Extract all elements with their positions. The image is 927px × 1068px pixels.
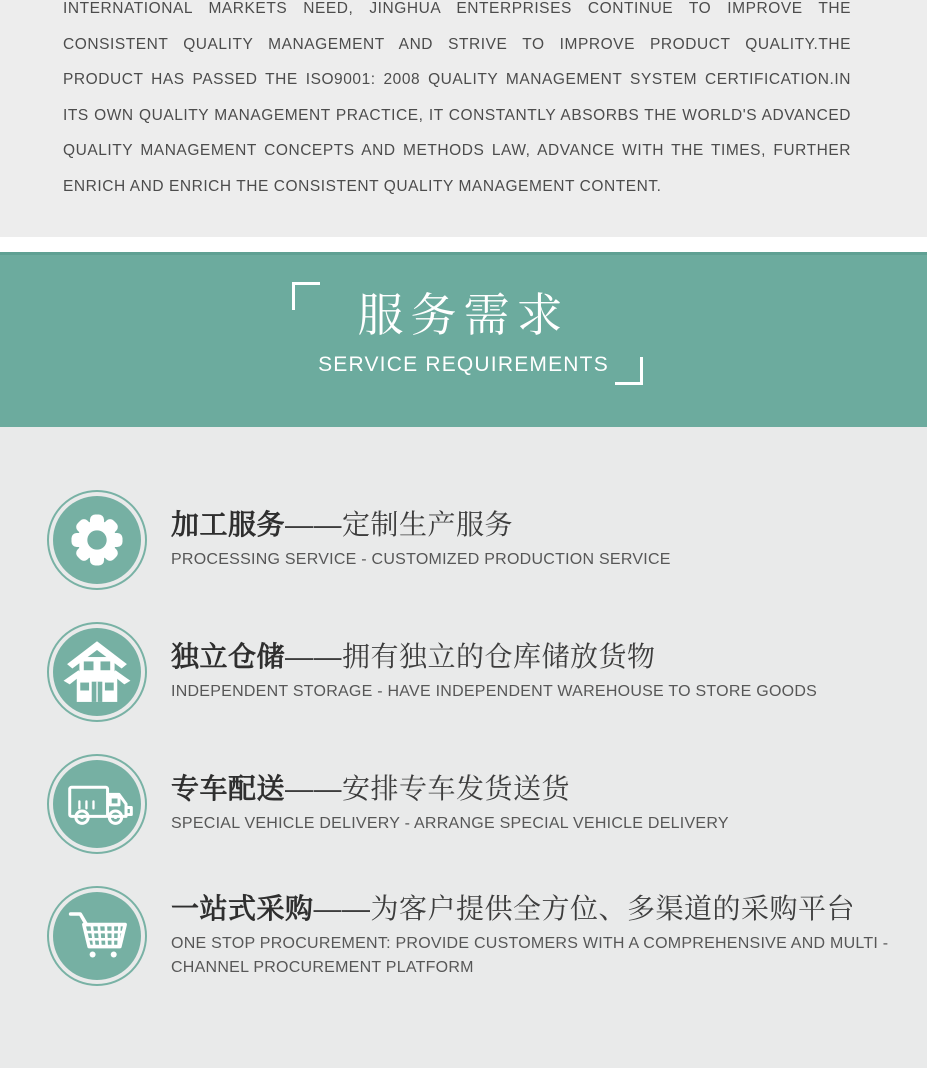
service-title — [171, 892, 903, 926]
section-divider — [0, 237, 927, 252]
cart-icon — [53, 892, 141, 980]
service-subtitle: SPECIAL VEHICLE DELIVERY - ARRANGE SPECIAL VEHICLE DELIVERY — [171, 815, 729, 832]
service-text-block — [171, 508, 671, 572]
service-title-bold: 独立仓储 — [171, 641, 286, 672]
service-subtitle: ONE STOP PROCUREMENT: PROVIDE CUSTOMERS WITH A COMPREHENSIVE AND MULTI -CHANNEL PROCUREMENT PLATFORM — [171, 935, 889, 976]
about-paragraph: INTERNATIONAL MARKETS NEED, JINGHUA ENTERPRISES CONTINUE TO IMPROVE THE CONSISTENT QUALITY MANAGEMENT AND STRIVE TO IMPROVE PRODUCT QUALITY.THE PRODUCT HAS PASSED THE ISO9001: 2008 QUALITY MANAGEMENT SYSTEM CERTIFICATION.IN ITS OWN QUALITY MANAGEMENT PRACTICE, IT CONSTANTLY ABSORBS THE WORLD'S ADVANCED QUALITY MANAGEMENT CONCEPTS AND METHODS LAW, ADVANCE WITH THE TIMES, FURTHER ENRICH AND ENRICH THE CONSISTENT QUALITY MANAGEMENT CONTENT. — [63, 0, 851, 195]
service-icon-circle — [47, 886, 147, 986]
about-section — [0, 0, 927, 237]
corner-bracket-bottom-right — [615, 357, 643, 385]
service-title-bold: 加工服务 — [171, 509, 286, 540]
gear-icon — [53, 496, 141, 584]
service-item-storage — [47, 622, 907, 722]
service-icon-circle — [47, 622, 147, 722]
service-icon-circle — [47, 754, 147, 854]
service-title-rest: ——定制生产服务 — [285, 509, 514, 540]
warehouse-icon — [53, 628, 141, 716]
service-title-rest: ——为客户提供全方位、多渠道的采购平台 — [313, 893, 856, 924]
service-text-block — [171, 640, 817, 704]
service-title-bold: 一站式采购 — [171, 893, 314, 924]
banner-title-group — [314, 289, 613, 377]
banner-title-english: SERVICE REQUIREMENTS — [318, 353, 609, 376]
service-title — [171, 772, 729, 806]
service-text-block — [171, 892, 903, 980]
service-subtitle: PROCESSING SERVICE - CUSTOMIZED PRODUCTION SERVICE — [171, 551, 671, 568]
service-requirements-banner — [0, 252, 927, 427]
service-title-bold: 专车配送 — [171, 773, 286, 804]
service-subtitle: INDEPENDENT STORAGE - HAVE INDEPENDENT WAREHOUSE TO STORE GOODS — [171, 683, 818, 700]
truck-icon — [53, 760, 141, 848]
service-title — [171, 508, 671, 542]
service-title — [171, 640, 817, 674]
corner-bracket-top-left — [292, 282, 320, 310]
service-text-block — [171, 772, 729, 836]
service-title-rest: ——拥有独立的仓库储放货物 — [285, 641, 656, 672]
service-item-procurement — [47, 886, 907, 986]
service-item-delivery — [47, 754, 907, 854]
service-icon-circle — [47, 490, 147, 590]
service-item-processing — [47, 490, 907, 590]
services-section — [0, 427, 927, 1068]
banner-title-chinese: 服务需求 — [357, 289, 570, 341]
service-title-rest: ——安排专车发货送货 — [285, 773, 571, 804]
